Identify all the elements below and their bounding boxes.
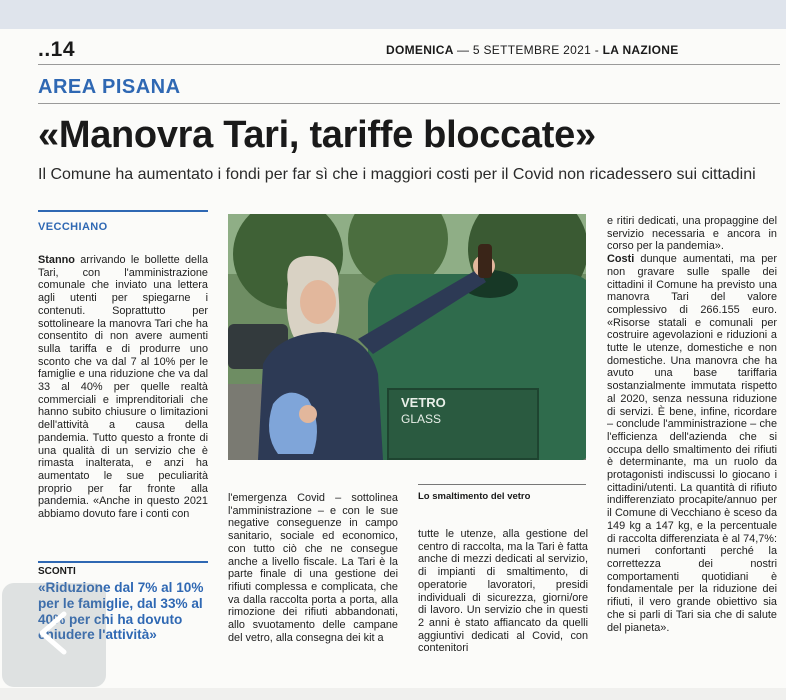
page-number: ..14 [38, 38, 76, 61]
issue-separator-2: - [594, 43, 600, 57]
issue-dateline [386, 43, 679, 57]
article-location: VECCHIANO [38, 221, 108, 233]
section-rule [38, 103, 780, 104]
column-3-text-2: dunque aumentati, ma per non gravare sulle spalle dei cittadini il Comune ha previsto una manovra Tari del valore complessivo di 266.155 euro. «Risorse statali e comunali per costruire agevolazioni e riduzioni a tutte le utenze, domestiche e non domestiche. Una manovra che ha avuto una base tariffaria sostanzialmente immutata rispetto al 2020, senza nessuna riduzione di servizi. È bene, infine, ricordare – conclude l'amministrazione – che l'efficienza dell'azienda che si occupa dello smaltimento dei rifiuti è determinante, ma un ruolo da protagonisti indiscussi lo giocano i cittadini/utenti. La quantità di rifiuto indifferenziato procapite/annuo per il Comune di Vecchiano è sceso da 149 kg a 147 kg, e la percentuale di raccolta differenziata è al 74,7%: numeri confortanti perché la correttezza dei nostri comportamenti quotidiani è fondamentale per la riduzione dei rifiuti, il vero grande obiettivo sia che si parli di Tari sia che di salute del pianeta». [607, 253, 777, 634]
issue-separator: — [456, 43, 470, 57]
dateline-rule [38, 210, 208, 212]
issue-day: DOMENICA [386, 43, 454, 57]
article-column-1 [38, 254, 208, 521]
column-1-text: arrivando le bollette della Tari, con l'amministrazione comunale che inviato una lettera agli utenti per spiegarne i contenuti. Soprattutto per sottolineare la manovra Tari che ha consentito di non avere aumenti sulla tariffa e di produrre uno sconto che va dal 7 al 10% per le famiglie e una riduzione che va dal 33 al 40% per quelle realtà commerciali e imprenditoriali che hanno subito chiusure o limitazioni dell'attività a causa della pandemia. Tutto questo a fronte di una qualità di un servizio che è rimasta inalterata, e anzi ha aumentato le sue peculiarità proprio per far fronte alla pandemia. «Anche in questo 2021 abbiamo dovuto fare i conti con [38, 254, 208, 521]
article-subhead: Il Comune ha aumentato i fondi per far sì che i maggiori costi per il Covid non ricadessero sui cittadini [38, 166, 756, 183]
photo-caption: Lo smaltimento del vetro [418, 491, 531, 502]
sidebar-rule [38, 561, 208, 563]
page-bottom-margin [0, 688, 786, 700]
article-photo [228, 214, 586, 460]
article-headline: «Manovra Tari, tariffe bloccate» [38, 114, 596, 156]
article-column-2b: tutte le utenze, alla gestione del centro di raccolta, ma la Tari è fatta anche di mezzi dedicati al servizio, di impianti di smaltimento, di operatorie lavoratori, presidi individuali di sicurezza, giorni/ore di lavoro. Un servizio che in questi 2 anni è stato affiancato da quelli aggiuntivi dedicati al Covid, con contenitori [418, 528, 588, 655]
article-column-3 [607, 215, 777, 634]
photo-illustration [228, 214, 586, 460]
chevron-left-icon[interactable] [30, 608, 80, 658]
column-3-text-1: e ritiri dedicati, una propaggine del servizio necessaria e ancora in corso per la pandemia». [607, 215, 777, 253]
lead-word-2: Costi [607, 253, 635, 266]
caption-rule [418, 484, 586, 485]
bin-label-vetro: VETRO [401, 395, 446, 410]
section-title: AREA PISANA [38, 76, 181, 98]
sidebar-quote: «Riduzione dal 7% al 10% per le famiglie, dal 33% al 40% per chi ha dovuto chiudere l'attività» [38, 580, 204, 643]
bin-label-glass: GLASS [401, 412, 442, 426]
issue-date: 5 SETTEMBRE 2021 [472, 43, 592, 57]
lead-word: Stanno [38, 254, 75, 266]
sidebar-label: SCONTI [38, 566, 76, 577]
header-rule [38, 64, 780, 65]
article-column-2a: l'emergenza Covid – sottolinea l'amministrazione – e con le sue negative conseguenze in campo sanitario, sociale ed economico, con tutto ciò che ne consegue anche a livello fiscale. La Tari è la parte finale di una gestione dei rifiuti complessa e complicata, che va dalla raccolta porta a porta, alla rimozione dei rifiuti abbandonati, allo svuotamento delle campane del vetro, alla consegna dei kit a [228, 492, 398, 644]
status-bar [0, 0, 786, 29]
newspaper-name: LA NAZIONE [602, 43, 679, 57]
